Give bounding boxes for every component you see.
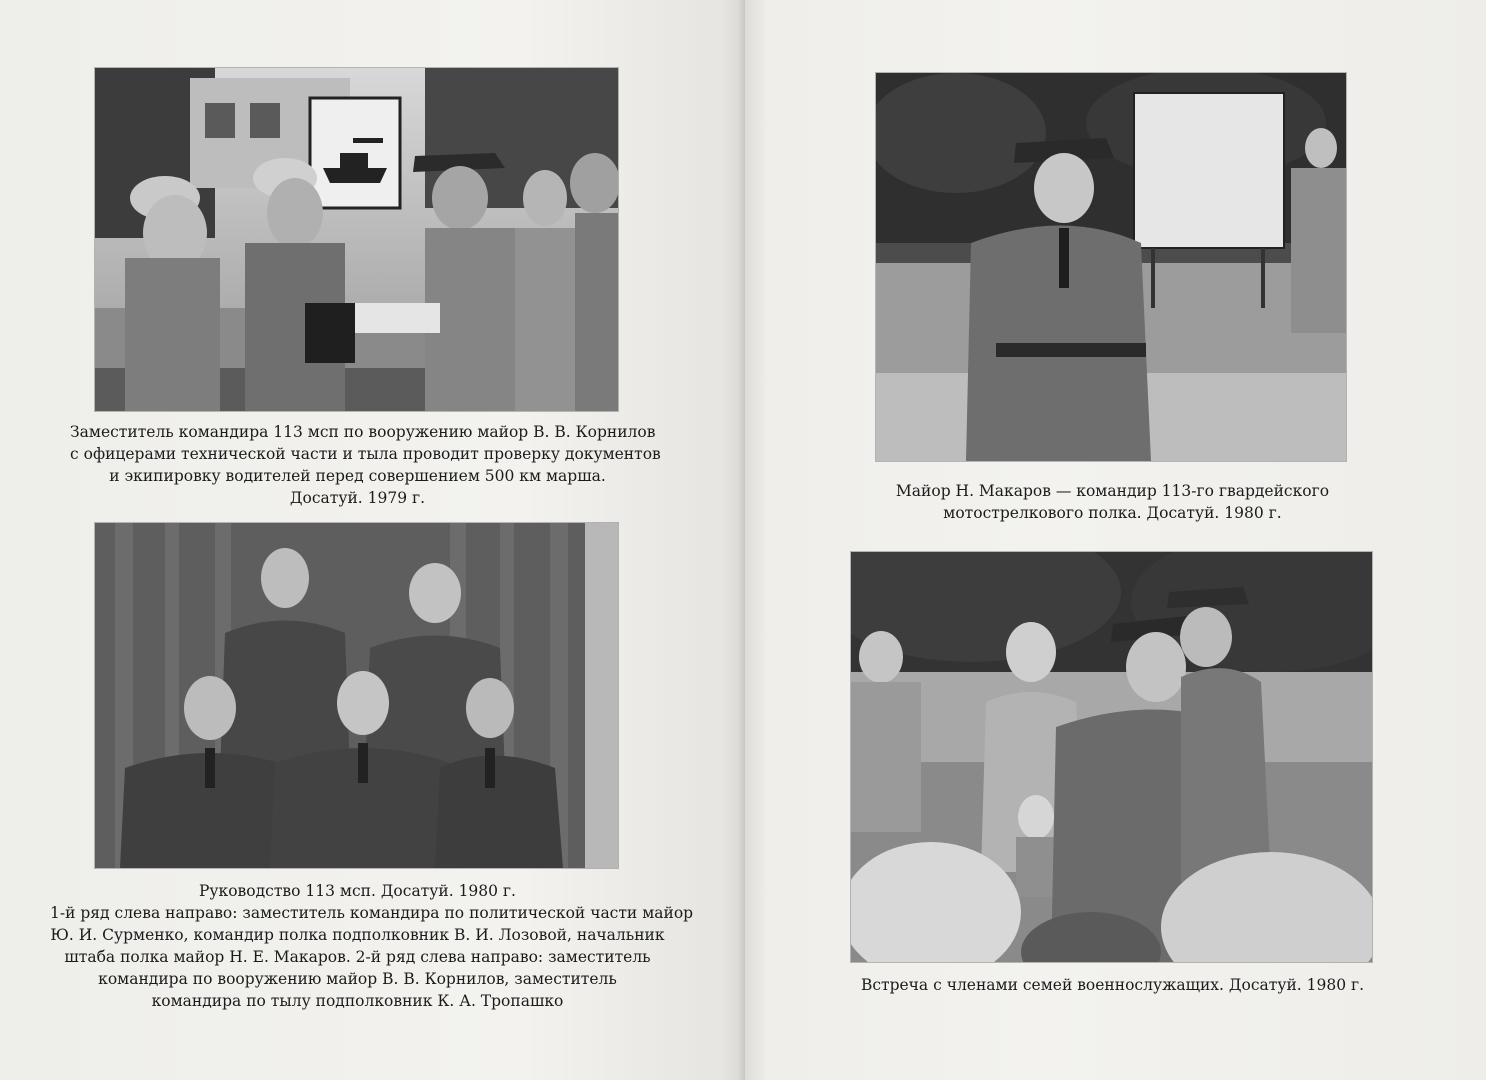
caption-line: командира по вооружению майор В. В. Корнилов, заместитель [98,970,617,988]
caption-line: Майор Н. Макаров — командир 113-го гвардейского [895,482,1330,500]
caption-line: с офицерами технической части и тыла проводит проверку документов [70,445,661,463]
caption-photo-1 [70,421,661,509]
caption-line: Досатуй. 1979 г. [289,489,426,507]
photo-major-makarov [876,73,1346,461]
caption-photo-2 [50,880,694,1012]
caption-line: Встреча с членами семей военнослужащих. Досатуй. 1980 г. [860,976,1365,994]
caption-photo-3 [855,480,1370,524]
caption-line: 1-й ряд слева направо: заместитель командира по политической части майор [50,904,694,922]
caption-line: мотострелкового полка. Досатуй. 1980 г. [943,504,1282,522]
caption-line: Руководство 113 мсп. Досатуй. 1980 г. [198,882,516,900]
caption-line: Заместитель командира 113 мсп по вооружению майор В. В. Корнилов [70,423,656,441]
photo-regiment-leadership [95,523,618,868]
right-page [745,0,1486,1080]
caption-line: Ю. И. Сурменко, командир полка подполковник В. И. Лозовой, начальник [50,926,665,944]
caption-photo-4 [835,974,1390,996]
caption-line: командира по тылу подполковник К. А. Тропашко [151,992,564,1010]
caption-line: штаба полка майор Н. Е. Макаров. 2-й ряд слева направо: заместитель [64,948,651,966]
caption-line: и экипировку водителей перед совершением 500 км марша. [109,467,606,485]
photo-meeting-with-families [851,552,1372,962]
photo-officers-document-check [95,68,618,411]
